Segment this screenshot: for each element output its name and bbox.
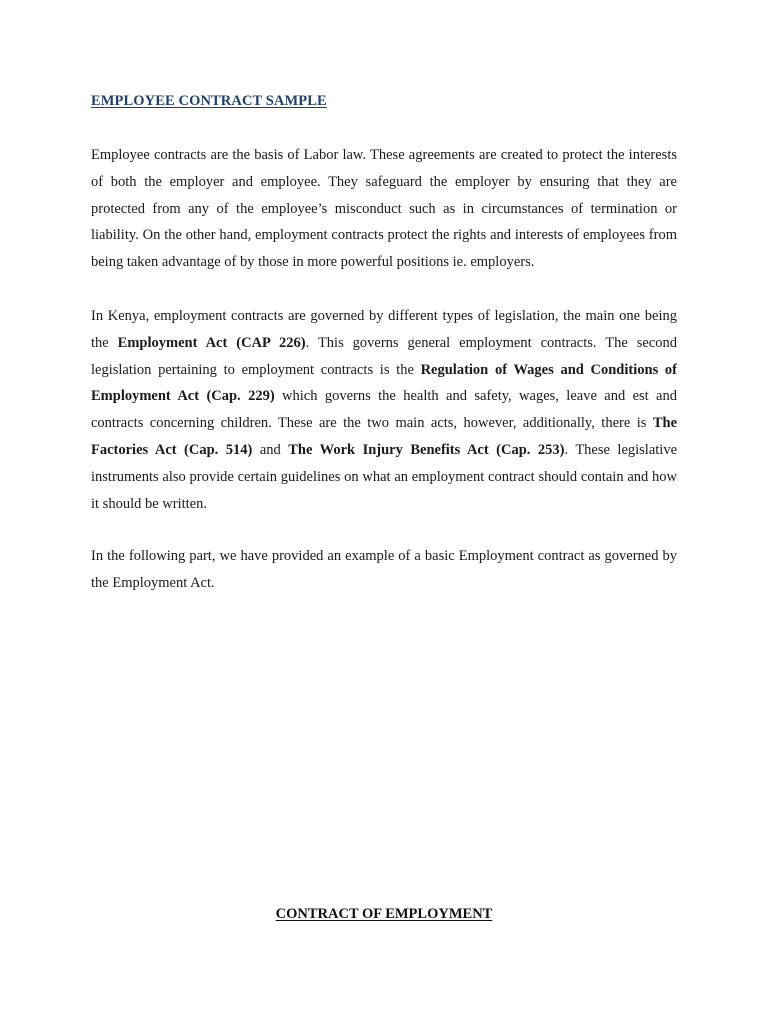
- work-injury-act-ref: The Work Injury Benefits Act (Cap. 253): [288, 441, 565, 458]
- factories-act-ref: The Factories Act (Cap. 514): [91, 415, 677, 458]
- contract-section-title: CONTRACT OF EMPLOYMENT: [275, 906, 493, 922]
- legislation-paragraph: [91, 303, 677, 517]
- legislation-text-3: which governs the health and safety, wages, leave and est and contracts concerning children. These are the two main acts, however, additionally, there is: [91, 388, 677, 432]
- legislation-text-4: and: [252, 441, 289, 458]
- legislation-text-5: . These legislative instruments also provide certain guidelines on what an employment contract should contain and how it should be written.: [91, 441, 678, 512]
- example-intro-paragraph: In the following part, we have provided an example of a basic Employment contract as governed by the Employment Act.: [91, 548, 677, 591]
- legislation-text-1: In Kenya, employment contracts are governed by different types of legislation, the main one being the: [91, 308, 677, 351]
- wages-act-ref: Regulation of Wages and Conditions of Employment Act (Cap. 229): [91, 361, 677, 405]
- intro-paragraph: Employee contracts are the basis of Labor law. These agreements are created to protect the interests of both the employer and employee. They safeguard the employer by ensuring that they are protected from any of the employee’s misconduct such as in circumstances of termination or liability. On the other hand, employment contracts protect the rights and interests of employees from being taken advantage of by those in more powerful positions ie. employers.: [91, 147, 677, 271]
- employment-act-ref: Employment Act (CAP 226): [117, 334, 306, 351]
- legislation-text-2: . This governs general employment contracts. The second legislation pertaining to employment contracts is the: [91, 334, 677, 378]
- document-heading[interactable]: EMPLOYEE CONTRACT SAMPLE: [91, 93, 327, 109]
